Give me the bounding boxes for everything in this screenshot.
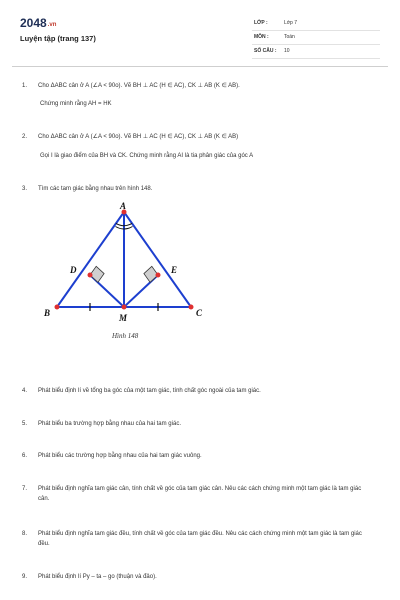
label-b: B: [44, 308, 51, 318]
question-text: Cho ΔABC cân ở A (∠A < 90o). Vẽ BH ⊥ AC (H ∈ AC), CK ⊥ AB (K ∈ AB): [38, 134, 239, 140]
meta-label: SỐ CÂU :: [254, 48, 277, 54]
meta-row-subject: [252, 31, 380, 45]
question-number: 5.: [22, 421, 28, 427]
question-subtext: Gọi I là giao điểm của BH và CK. Chứng minh rằng AI là tia phân giác của góc A: [40, 153, 254, 159]
figure-caption: Hình 148: [112, 332, 139, 340]
question-text: Phát biểu định nghĩa tam giác đều, tính chất về góc của tam giác đều. Nêu các cách chứng minh một tam giác là tam giác đều.: [38, 531, 362, 547]
question-number: 9.: [22, 574, 28, 580]
side-ab: [57, 212, 124, 307]
question-number: 3.: [22, 186, 28, 192]
meta-row-count: [252, 45, 380, 59]
point-d: [88, 273, 93, 278]
question-text: Cho ΔABC cân ở A (∠A < 90o). Vẽ BH ⊥ AC (H ∈ AC), CK ⊥ AB (K ∈ AB).: [38, 83, 240, 89]
point-c: [189, 305, 194, 310]
question-text: Phát biểu định lí Py – ta – go (thuận và đảo).: [38, 574, 157, 580]
meta-value: Lớp 7: [284, 20, 298, 26]
header-divider: [12, 66, 388, 67]
side-ac: [124, 212, 191, 307]
question-number: 4.: [22, 388, 28, 394]
question-number: 6.: [22, 453, 28, 459]
question-number: 8.: [22, 531, 28, 537]
question-text: Tìm các tam giác bằng nhau trên hình 148.: [38, 186, 153, 192]
label-e: E: [171, 265, 178, 275]
logo-text: 2048: [20, 16, 47, 30]
question-text: Phát biểu định nghĩa tam giác cân, tính chất về góc của tam giác cân. Nêu các cách chứng minh một tam giác là tam giác cân.: [38, 486, 362, 502]
logo-suffix: .vn: [47, 22, 57, 28]
meta-table: [252, 17, 380, 59]
question-text: Phát biểu định lí về tổng ba góc của một tam giác, tính chất góc ngoài của tam giác.: [38, 388, 261, 394]
label-c: C: [196, 308, 203, 318]
meta-value: Toán: [284, 34, 295, 40]
question-text: Phát biểu các trường hợp bằng nhau của hai tam giác vuông.: [38, 453, 202, 459]
meta-value: 10: [284, 48, 290, 54]
question-subtext: Chứng minh rằng AH = HK: [40, 101, 112, 107]
figure-148: [40, 200, 210, 345]
point-b: [55, 305, 60, 310]
site-logo[interactable]: [20, 16, 56, 30]
meta-row-class: [252, 17, 380, 31]
question-number: 7.: [22, 486, 28, 492]
point-e: [156, 273, 161, 278]
page-title: Luyện tập (trang 137): [20, 34, 96, 43]
label-a: A: [120, 201, 127, 211]
point-m: [122, 305, 127, 310]
question-number: 1.: [22, 83, 28, 89]
page-header: [0, 0, 400, 70]
meta-label: MÔN :: [254, 34, 269, 40]
triangle-diagram: [40, 200, 210, 345]
meta-label: LỚP :: [254, 20, 268, 26]
question-text: Phát biểu ba trường hợp bằng nhau của hai tam giác.: [38, 421, 181, 427]
question-number: 2.: [22, 134, 28, 140]
label-m: M: [119, 313, 128, 323]
label-d: D: [70, 265, 77, 275]
